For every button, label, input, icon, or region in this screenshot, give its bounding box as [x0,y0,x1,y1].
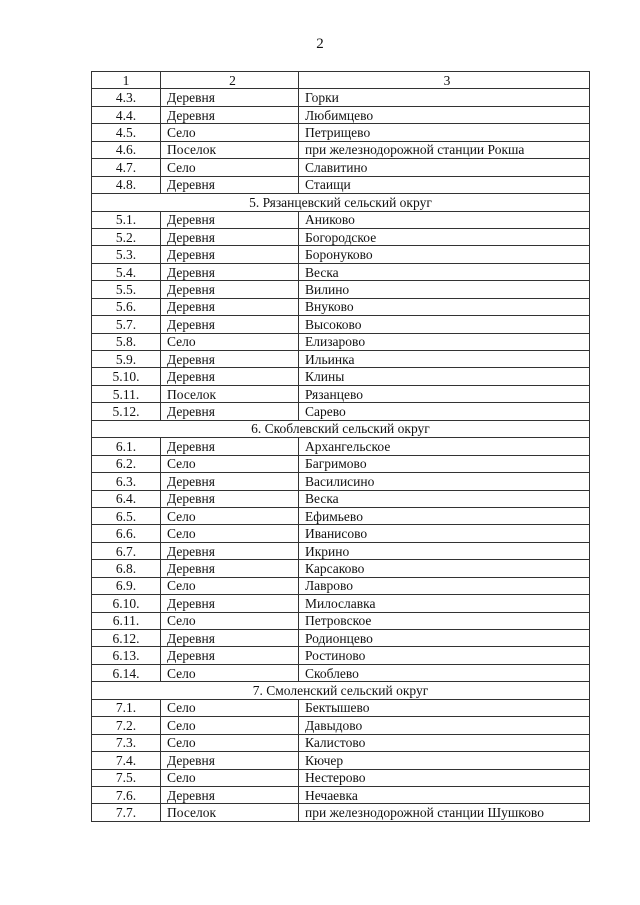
row-number-cell: 4.4. [92,106,161,123]
settlement-name-cell: Нечаевка [299,786,590,803]
row-number-cell: 6.13. [92,647,161,664]
settlement-type-cell: Село [161,577,299,594]
settlements-table [91,71,590,822]
row-number-cell: 5.2. [92,228,161,245]
settlement-name-cell: Высоково [299,316,590,333]
row-number-cell: 5.7. [92,316,161,333]
settlement-name-cell: Карсаково [299,560,590,577]
section-title: 5. Рязанцевский сельский округ [92,194,590,211]
settlement-type-cell: Деревня [161,281,299,298]
row-number-cell: 5.4. [92,263,161,280]
settlement-name-cell: Сарево [299,403,590,420]
settlement-type-cell: Деревня [161,438,299,455]
settlement-name-cell: Василисино [299,473,590,490]
table-row [92,752,590,769]
settlement-type-cell: Село [161,664,299,681]
settlement-name-cell: Рязанцево [299,385,590,402]
row-number-cell: 6.2. [92,455,161,472]
table-row [92,141,590,158]
row-number-cell: 6.11. [92,612,161,629]
row-number-cell: 4.3. [92,89,161,106]
row-number-cell: 7.1. [92,699,161,716]
header-cell-name: 3 [299,72,590,89]
row-number-cell: 6.12. [92,630,161,647]
settlement-type-cell: Село [161,612,299,629]
settlement-type-cell: Село [161,124,299,141]
table-row [92,298,590,315]
table-row [92,525,590,542]
settlement-name-cell: Ростиново [299,647,590,664]
row-number-cell: 5.1. [92,211,161,228]
settlement-type-cell: Село [161,769,299,786]
settlement-type-cell: Поселок [161,804,299,821]
row-number-cell: 7.5. [92,769,161,786]
settlement-type-cell: Село [161,507,299,524]
row-number-cell: 6.7. [92,542,161,559]
table-header-row [92,72,590,89]
row-number-cell: 7.4. [92,752,161,769]
row-number-cell: 7.6. [92,786,161,803]
settlement-name-cell: Веска [299,263,590,280]
settlement-name-cell: при железнодорожной станции Рокша [299,141,590,158]
table-row [92,664,590,681]
settlement-name-cell: Иванисово [299,525,590,542]
settlement-name-cell: Богородское [299,228,590,245]
row-number-cell: 6.9. [92,577,161,594]
settlement-type-cell: Деревня [161,560,299,577]
settlement-type-cell: Село [161,333,299,350]
table-row [92,246,590,263]
settlement-type-cell: Деревня [161,351,299,368]
row-number-cell: 6.4. [92,490,161,507]
settlement-type-cell: Деревня [161,298,299,315]
table-row [92,368,590,385]
table-row [92,769,590,786]
settlement-name-cell: Петрищево [299,124,590,141]
settlement-type-cell: Деревня [161,316,299,333]
table-row [92,699,590,716]
section-title: 6. Скоблевский сельский округ [92,420,590,437]
row-number-cell: 5.9. [92,351,161,368]
row-number-cell: 6.1. [92,438,161,455]
row-number-cell: 4.8. [92,176,161,193]
row-number-cell: 6.3. [92,473,161,490]
settlement-name-cell: Кючер [299,752,590,769]
settlement-type-cell: Деревня [161,263,299,280]
settlement-type-cell: Село [161,525,299,542]
table-row [92,734,590,751]
settlement-type-cell: Деревня [161,490,299,507]
settlement-name-cell: Веска [299,490,590,507]
settlement-name-cell: Внуково [299,298,590,315]
settlement-type-cell: Деревня [161,473,299,490]
row-number-cell: 4.6. [92,141,161,158]
table-row [92,507,590,524]
settlement-type-cell: Село [161,734,299,751]
settlement-name-cell: Лаврово [299,577,590,594]
row-number-cell: 5.11. [92,385,161,402]
settlement-name-cell: Горки [299,89,590,106]
settlement-name-cell: Нестерово [299,769,590,786]
table-row [92,316,590,333]
settlement-name-cell: Вилино [299,281,590,298]
table-row [92,560,590,577]
table-row [92,577,590,594]
settlement-type-cell: Деревня [161,595,299,612]
row-number-cell: 7.2. [92,717,161,734]
row-number-cell: 6.5. [92,507,161,524]
row-number-cell: 6.6. [92,525,161,542]
section-header-row [92,682,590,699]
row-number-cell: 5.8. [92,333,161,350]
settlement-name-cell: Боронуково [299,246,590,263]
table-row [92,124,590,141]
settlement-type-cell: Поселок [161,141,299,158]
table-row [92,647,590,664]
row-number-cell: 5.3. [92,246,161,263]
row-number-cell: 6.8. [92,560,161,577]
settlement-name-cell: Скоблево [299,664,590,681]
section-header-row [92,420,590,437]
table-row [92,612,590,629]
settlement-name-cell: Аниково [299,211,590,228]
settlement-name-cell: Любимцево [299,106,590,123]
settlement-name-cell: Багримово [299,455,590,472]
settlement-type-cell: Деревня [161,786,299,803]
row-number-cell: 6.10. [92,595,161,612]
table-row [92,804,590,821]
table-row [92,351,590,368]
settlement-name-cell: Елизарово [299,333,590,350]
table-row [92,228,590,245]
settlement-name-cell: Ефимьево [299,507,590,524]
table-row [92,89,590,106]
table-row [92,333,590,350]
settlement-name-cell: Давыдово [299,717,590,734]
settlement-type-cell: Деревня [161,211,299,228]
table-row [92,106,590,123]
table-row [92,595,590,612]
table-row [92,263,590,280]
table-row [92,490,590,507]
settlement-type-cell: Деревня [161,368,299,385]
table-row [92,281,590,298]
settlement-name-cell: Родионцево [299,630,590,647]
table-row [92,455,590,472]
row-number-cell: 5.12. [92,403,161,420]
section-header-row [92,194,590,211]
table-row [92,176,590,193]
header-cell-type: 2 [161,72,299,89]
settlement-type-cell: Село [161,455,299,472]
settlement-type-cell: Поселок [161,385,299,402]
settlement-name-cell: Икрино [299,542,590,559]
table-row [92,542,590,559]
settlement-name-cell: Калистово [299,734,590,751]
table-row [92,717,590,734]
table-row [92,438,590,455]
row-number-cell: 5.10. [92,368,161,385]
row-number-cell: 5.6. [92,298,161,315]
settlement-type-cell: Деревня [161,403,299,420]
row-number-cell: 4.7. [92,159,161,176]
row-number-cell: 6.14. [92,664,161,681]
settlement-type-cell: Село [161,159,299,176]
page-number: 2 [316,36,324,52]
settlement-name-cell: Славитино [299,159,590,176]
row-number-cell: 7.7. [92,804,161,821]
settlement-name-cell: Клины [299,368,590,385]
table-row [92,630,590,647]
settlement-type-cell: Деревня [161,89,299,106]
header-cell-number: 1 [92,72,161,89]
table-body [92,72,590,822]
settlement-name-cell: Бектышево [299,699,590,716]
settlement-name-cell: Петровское [299,612,590,629]
settlement-type-cell: Деревня [161,228,299,245]
settlement-name-cell: Архангельское [299,438,590,455]
settlement-type-cell: Село [161,699,299,716]
settlement-type-cell: Деревня [161,647,299,664]
table-row [92,786,590,803]
table-row [92,159,590,176]
section-title: 7. Смоленский сельский округ [92,682,590,699]
settlement-type-cell: Деревня [161,630,299,647]
row-number-cell: 5.5. [92,281,161,298]
settlement-type-cell: Деревня [161,176,299,193]
table-row [92,403,590,420]
settlement-type-cell: Деревня [161,542,299,559]
settlement-type-cell: Деревня [161,246,299,263]
row-number-cell: 4.5. [92,124,161,141]
settlement-type-cell: Деревня [161,106,299,123]
table-row [92,385,590,402]
settlement-type-cell: Село [161,717,299,734]
settlement-name-cell: Стаищи [299,176,590,193]
row-number-cell: 7.3. [92,734,161,751]
settlement-name-cell: Милославка [299,595,590,612]
settlement-type-cell: Деревня [161,752,299,769]
table-row [92,211,590,228]
settlement-name-cell: при железнодорожной станции Шушково [299,804,590,821]
settlement-name-cell: Ильинка [299,351,590,368]
table-row [92,473,590,490]
